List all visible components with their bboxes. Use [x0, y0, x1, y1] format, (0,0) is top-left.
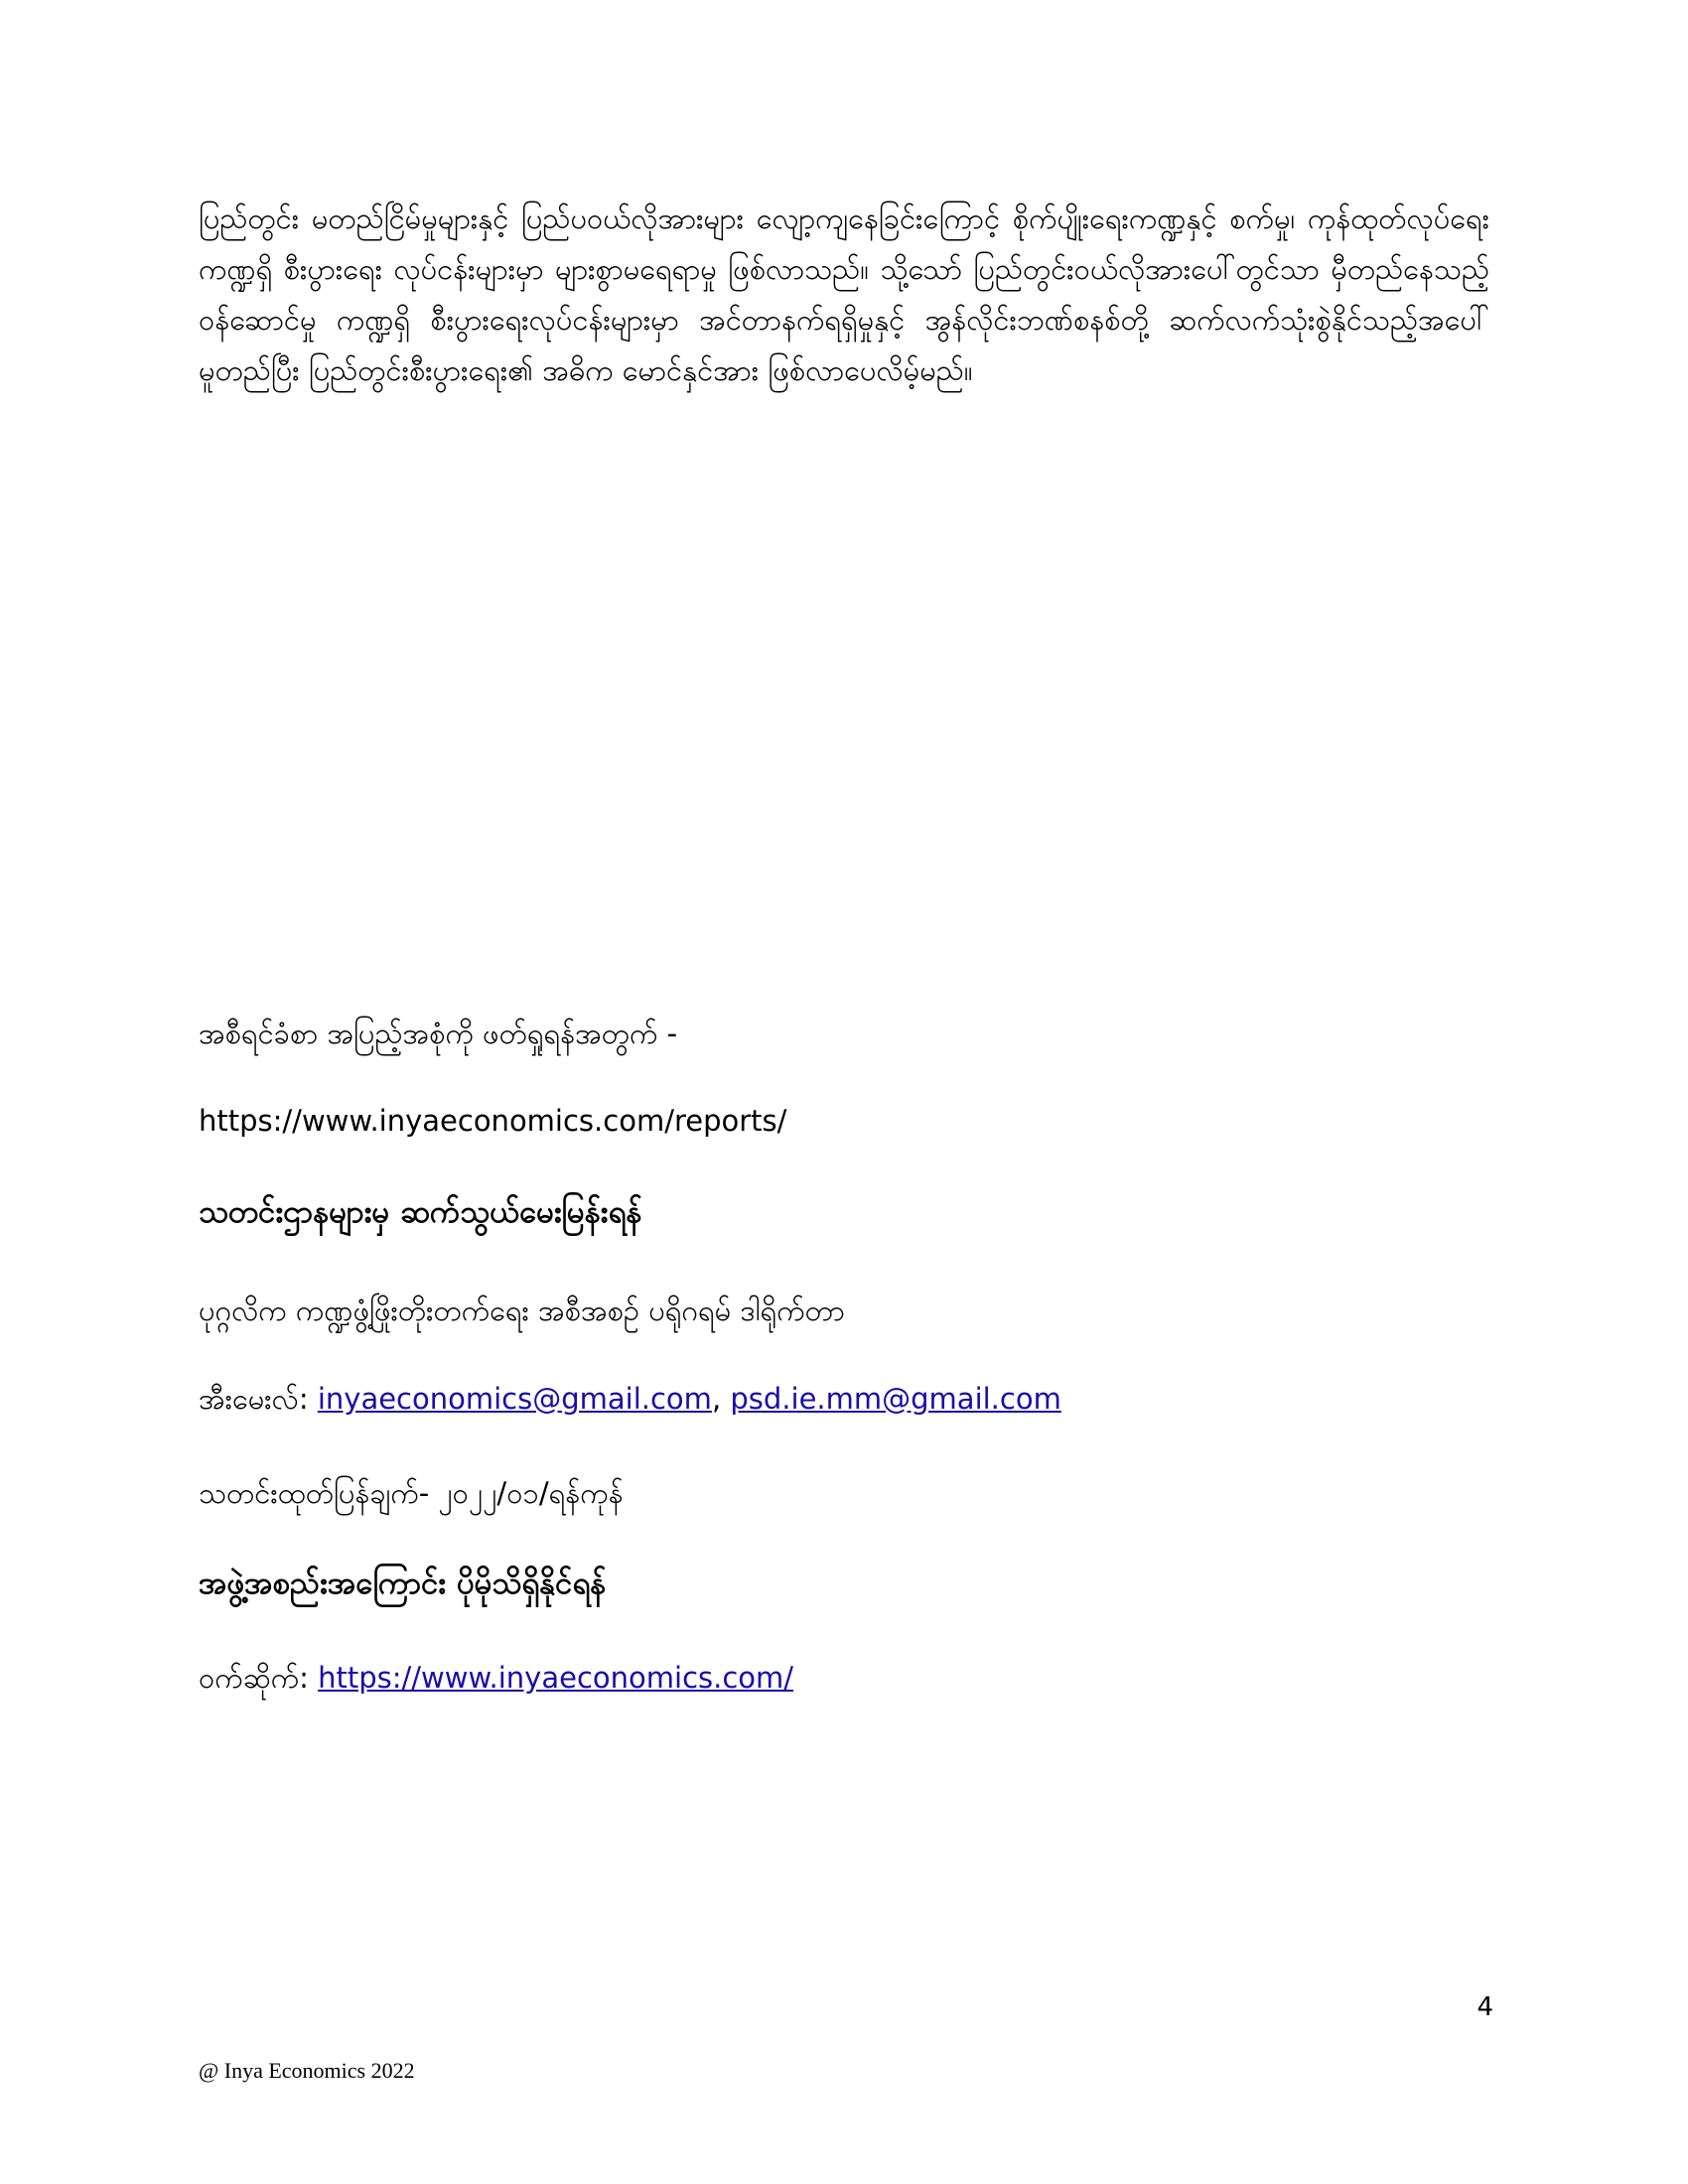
email-line [199, 1379, 1061, 1419]
email-link-inya[interactable]: inyaeconomics@gmail.com [317, 1382, 712, 1416]
email-link-psd[interactable]: psd.ie.mm@gmail.com [730, 1382, 1061, 1416]
website-label: ဝက်ဆိုက်: [199, 1661, 319, 1695]
page-number: 4 [1477, 1992, 1493, 2022]
email-separator: , [711, 1382, 731, 1416]
full-report-label: အစီရင်ခံစာ အပြည့်အစုံကို ဖတ်ရှုရန်အတွက် - [199, 1017, 678, 1050]
release-line: သတင်းထုတ်ပြန်ချက်- ၂၀၂၂/၀၁/ရန်ကုန် [199, 1476, 624, 1510]
about-heading: အဖွဲ့အစည်းအကြောင်း ပိုမိုသိရှိနိုင်ရန် [199, 1566, 607, 1601]
footer-copyright: @ Inya Economics 2022 [199, 2058, 415, 2083]
website-link[interactable]: https://www.inyaeconomics.com/ [318, 1661, 794, 1695]
contact-title-line: ပုဂ္ဂလိက ကဏ္ဍဖွံ့ဖြိုးတိုးတက်ရေး အစီအစဉ် ပရိုဂရမ် ဒါရိုက်တာ [199, 1294, 845, 1327]
press-contact-heading: သတင်းဌာနများမှ ဆက်သွယ်မေးမြန်းရန် [199, 1194, 642, 1230]
intro-paragraph: ပြည်တွင်း မတည်ငြိမ်မှုများနှင့် ပြည်ပဝယ်လိုအားများ လျော့ကျနေခြင်းကြောင့် စိုက်ပျိုးရေးကဏ္ဍနှင့် စက်မှု၊ ကုန်ထုတ်လုပ်ရေးကဏ္ဍရှိ စီးပွားရေး လုပ်ငန်းများမှာ များစွာမရေရာမှု ဖြစ်လာသည်။ သို့သော် ပြည်တွင်းဝယ်လိုအားပေါ်တွင်သာ မှီတည်နေသည့် ဝန်ဆောင်မှု ကဏ္ဍရှိ စီးပွားရေးလုပ်ငန်းများမှာ အင်တာနက်ရရှိမှုနှင့် အွန်လိုင်းဘဏ်စနစ်တို့ ဆက်လက်သုံးစွဲနိုင်သည့်အပေါ် မူတည်ပြီး ပြည်တွင်းစီးပွားရေး၏ အဓိက မောင်နှင်အား ဖြစ်လာပေလိမ့်မည်။ [199, 202, 1489, 387]
full-report-url: https://www.inyaeconomics.com/reports/ [199, 1104, 787, 1138]
website-line [199, 1658, 793, 1698]
email-label: အီးမေးလ်: [199, 1382, 318, 1416]
